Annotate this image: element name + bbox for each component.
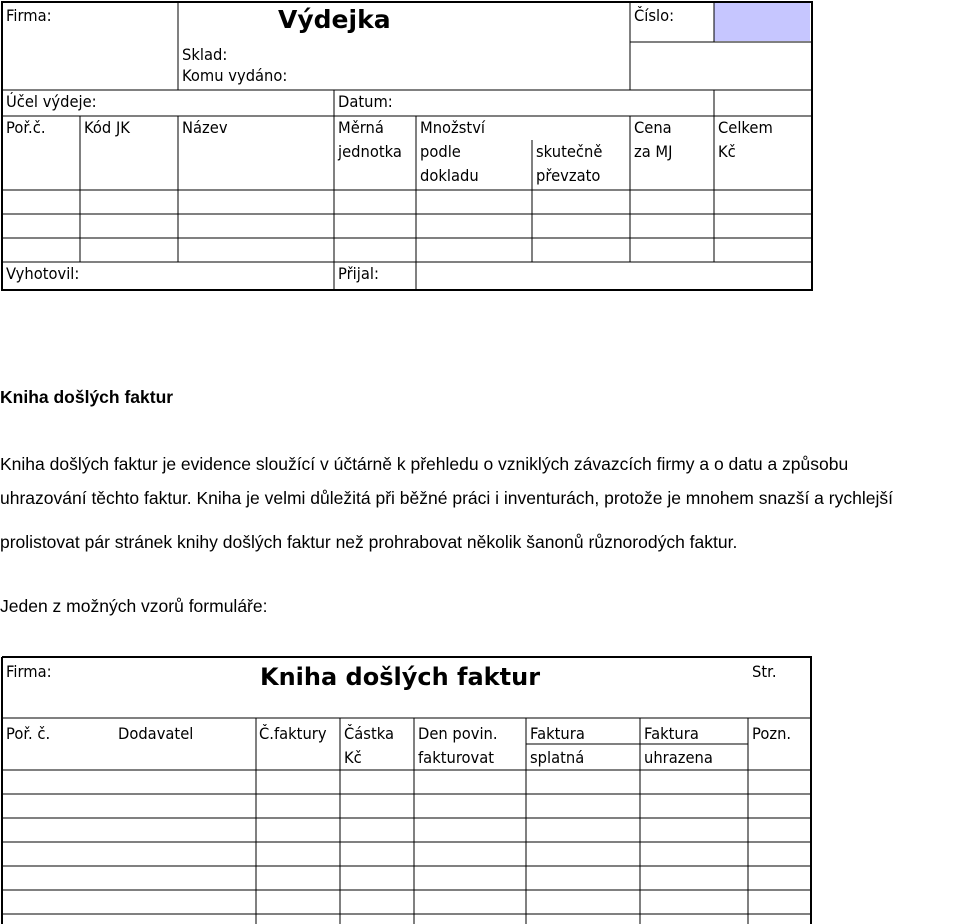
col-header-kod: Kód JK [84,118,130,137]
col-header-den-1: Den povin. [418,724,498,743]
paragraph-line-2: uhrazování těchto faktur. Kniha je velmi důležitá při běžné práci i inventurách, protože je mnohem snazší a rychlejší [0,488,893,508]
vydejka-form [0,0,814,294]
kniha-grid [0,656,814,924]
section-heading: Kniha došlých faktur [0,387,174,407]
col-header-castka-2: Kč [344,748,362,767]
col-header-faktura-1: Faktura [530,724,585,743]
sample-intro: Jeden z možných vzorů formuláře: [0,596,268,616]
col-header-podle-2: dokladu [420,166,479,185]
sklad-label: Sklad: [182,45,228,64]
col-header-cena-1: Cena [634,118,672,137]
col-header-faktura-2: Faktura [644,724,699,743]
col-header-pozn: Pozn. [752,724,792,743]
col-header-splatna: splatná [530,748,585,767]
col-header-merna-1: Měrná [338,118,384,137]
komu-label: Komu vydáno: [182,66,288,85]
kniha-form [0,656,814,924]
col-header-podle-1: podle [420,142,461,161]
vyhotovil-label: Vyhotovil: [6,264,80,283]
col-header-cfaktury: Č.faktury [259,724,327,743]
kniha-firma-label: Firma: [6,662,52,681]
str-label: Str. [752,662,777,681]
ucel-label: Účel výdeje: [6,92,97,111]
col-header-nazev: Název [182,118,228,137]
col-header-por: Poř. č. [6,724,51,743]
paragraph-line-3: prolistovat pár stránek knihy došlých faktur než prohrabovat několik šanonů různorodých faktur. [0,532,738,552]
col-header-den-2: fakturovat [418,748,495,767]
col-header-celkem-1: Celkem [718,118,773,137]
col-header-skut-2: převzato [536,166,601,185]
datum-label: Datum: [338,92,393,111]
col-header-cena-2: za MJ [634,142,673,161]
prijal-label: Přijal: [338,264,379,283]
col-header-celkem-2: Kč [718,142,736,161]
col-header-merna-2: jednotka [338,142,402,161]
col-header-mnozstvi: Množství [420,118,486,137]
vydejka-title: Výdejka [278,5,391,34]
kniha-title: Kniha došlých faktur [260,663,541,691]
col-header-castka-1: Částka [344,724,395,743]
col-header-dodavatel: Dodavatel [118,724,194,743]
col-header-por: Poř.č. [6,118,46,137]
col-header-skut-1: skutečně [536,142,603,161]
vydejka-grid [0,0,814,294]
cislo-label: Číslo: [634,6,675,25]
col-header-uhrazena: uhrazena [644,748,713,767]
firma-label: Firma: [6,6,52,25]
paragraph-line-1: Kniha došlých faktur je evidence sloužící v účtárně k přehledu o vzniklých závazcích firmy a o datu a způsobu [0,454,849,474]
